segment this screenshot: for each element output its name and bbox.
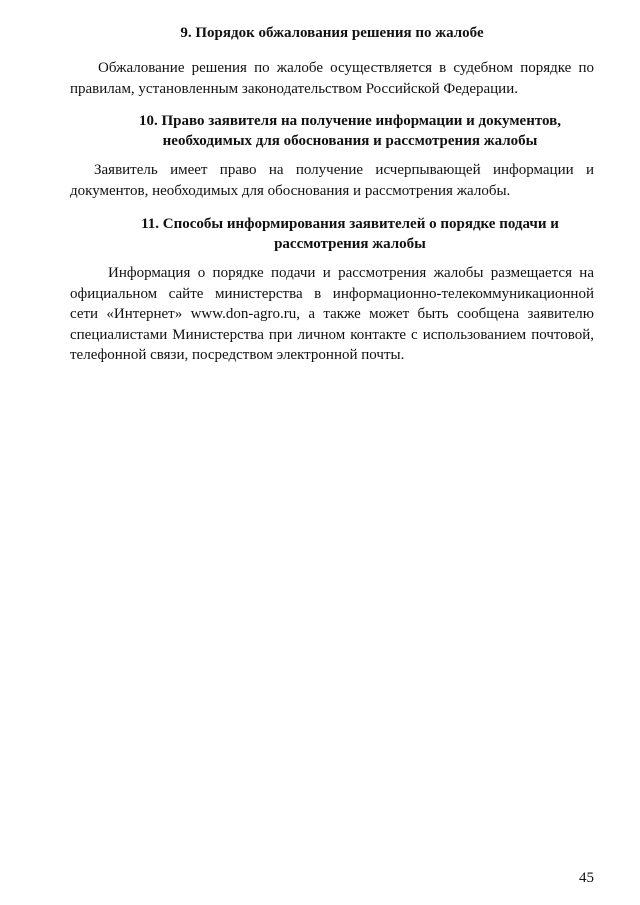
section-11-heading: 11. Способы информирования заявителей о порядке подачи и рассмотрения жалобы (141, 216, 559, 252)
section-11-body: Информация о порядке подачи и рассмотрения жалобы размещается на официальном сайте министерства в информационно-телекоммуникационной сети «Интернет» www.don-agro.ru, а также может быть сообщена заявителю специалистами Министерства при личном контакте с использованием почтовой, телефонной связи, посредством электронной почты. (70, 265, 594, 363)
page-number: 45 (579, 870, 594, 886)
section-9-body: Обжалование решения по жалобе осуществляется в судебном порядке по правилам, установленным законодательством Российской Федерации. (70, 60, 594, 97)
section-10-heading: 10. Право заявителя на получение информации и документов, необходимых для обоснования и рассмотрения жалобы (139, 113, 561, 149)
section-10-body: Заявитель имеет право на получение исчерпывающей информации и документов, необходимых для обоснования и рассмотрения жалобы. (70, 162, 594, 199)
section-9-heading: 9. Порядок обжалования решения по жалобе (180, 25, 484, 41)
